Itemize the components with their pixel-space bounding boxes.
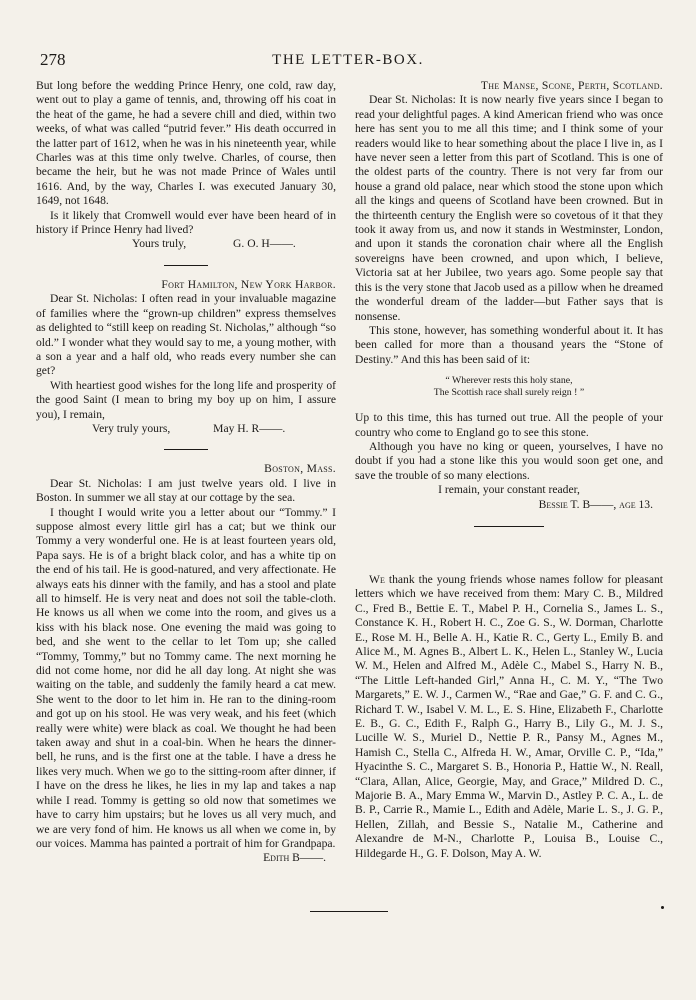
ink-speck (661, 906, 664, 909)
verse-line: “ Wherever rests this holy stane, (445, 375, 573, 387)
letter-paragraph: But long before the wedding Prince Henry, one cold, raw day, went out to play a game of tennis, and, throwing off his coat in the heat of the game, he had a severe chill and died, within two weeks, of what was called “putrid fever.” His death occurred in the latter part of 1612, when he was in his nineteenth year, while Charles was at this time only twelve. Charles, of course, then became the heir, but he was not made Prince of Wales until 1616. And, by the way, Charles I. was executed January 30, 1649, not 1648. (36, 79, 336, 208)
letter-paragraph: I thought I would write you a letter about our “Tommy.” I suppose almost every little girl has a cat; but we think our Tommy a very wonderful one. He is at least fourteen years old, Papa says. He is of a bright black color, and has a white tip on the end of his tail. He is good-natured, and very affectionate. He always eats his dinner with the family, and has a stool and plate all to himself. He is very neat and does not soil the table-cloth. He knows us all when we come into the room, and gives us a kiss with his black nose. One evening the maid was going to bed, and she went to the cellar to let Tom up; she called “Tommy, Tommy,” but no Tommy came. The next morning he did not come home, nor did he all day long. At night she was waiting on the table, and suddenly the family heard a cat mew. She went to the door to let him in. He ran to the dining-room and got up on his stool. He was very weak, and his feet (which really were white) were black as coal. We thought he had been taken away and shut in a coal-bin. When he hears the dinner-bell, he runs, and is the first one at the table. I have a dress he likes very much. When we go to the sitting-room after dinner, if I have on the dress he likes, he lies in my lap and takes a nap while I read. Tommy is getting so old now that sometimes we have to carry him upstairs; but he loves us all very much, and we are very fond of him. He knows us all when we come in, by our voices. Mamma has painted a portrait of him for Grandpapa. (36, 505, 336, 850)
left-column (36, 79, 336, 866)
verse-quote (355, 375, 663, 399)
signature-closing: I remain, your constant reader, (438, 483, 580, 497)
verse-line: The Scottish race shall surely reign ! ” (433, 387, 585, 399)
letter-paragraph: Is it likely that Cromwell would ever have been heard of in history if Prince Henry had lived? (36, 208, 336, 237)
page-number: 278 (40, 50, 66, 69)
letter-heading: Boston, Mass. (264, 462, 336, 476)
closing-text: Yours truly, (132, 237, 187, 251)
letter-paragraph: Dear St. Nicholas: It is now nearly five years since I began to read your delightful pages. A kind American friend who was once here has sent you to me all this time; and I think some of your readers would like to hear something about the place I live in, as I have never seen a letter from this part of Scotland. This is one of the oldest parts of the country. There is not very far from our house a grand old palace, near which stood the stone upon which all the kings and queens of Scotland have been crowned. But in the thirteenth century the English were so covetous of it that they took it away from us, and now it stands in Westminster, London, and upon it stands the coronation chair where all the English sovereigns have been crowned, and upon which, I believe, Victoria sat at her Jubilee, two years ago. Some people say that this is the very stone that Jacob used as a pillow when he dreamed the wonderful dream of the ladder—but Father says that is nonsense. (355, 93, 663, 323)
signature-name: Edith B——. (263, 851, 326, 865)
letter-paragraph: Dear St. Nicholas: I am just twelve years old. I live in Boston. In summer we all stay at our cottage by the sea. (36, 476, 336, 505)
signature-name: Bessie T. B——, age 13. (538, 497, 653, 511)
signature-name: May H. R——. (213, 421, 286, 435)
letter-paragraph: Dear St. Nicholas: I often read in your invaluable magazine of families where the “grown-up children” express themselves as delighted to “still keep on reading St. Nicholas,” although “so old.” I wonder what they would say to me, a young mother, with a son a year and a half old, who reads every number she can get? (36, 292, 336, 378)
letter-heading: The Manse, Scone, Perth, Scotland. (480, 79, 663, 92)
page-end-rule (310, 911, 388, 912)
section-divider (474, 526, 544, 527)
letter-heading: Fort Hamilton, New York Harbor. (161, 277, 336, 291)
lead-word: We (369, 572, 385, 586)
right-column (355, 79, 663, 861)
letter-paragraph: This stone, however, has something wonderful about it. It has been called for more than a thousand years the “Stone of Destiny.” And this has been said of it: (355, 323, 663, 366)
closing-text: Very truly yours, (92, 421, 171, 435)
section-divider (164, 449, 208, 450)
running-head: THE LETTER-BOX. (272, 52, 424, 68)
letter-paragraph: Up to this time, this has turned out true. All the people of your country who come to England go to see this stone. (355, 411, 663, 439)
signature-closing (36, 422, 336, 436)
section-divider (164, 265, 208, 266)
acknowledgment-paragraph (355, 573, 663, 861)
signature-name: G. O. H——. (233, 237, 296, 251)
acknowledgment-text: thank the young friends whose names follow for pleasant letters which we have received from them: Mary C. B., Mildred C., Fred B., Bettie E. T., Mabel P. H., Cornelia S., James L. S., Constance K. H., Robert H. C., Zoe G. S., W. Dorman, Charlotte E., Rose M. H., Belle A. H., Katie R. C., Gerty L., Emily B. and Alice M., M. Agnes B., Albert L. K., Helen L., Stanley W., Lucia W. M., Helen and Alfred M., Adèle C., Mabel S., Harry N. B., “The Little Left-handed Girl,” Anna H., C. M. Y., “The Two Margarets,” E. W. J., Carmen W., “Rae and Gae,” G. F. and C. G., Richard T. W., Isabel V. M. L., E. S. Hine, Elizabeth F., Charlotte E. B., G. C., Edith F., Ralph G., Harry B., Lily G., M. J. S., Lucille W. S., Muriel D., Nettie P. R., Pansy M., Agnes M., Hamish C., Stella C., Alfreda H. W., Amar, Orville C. P., “Ida,” Hyacinthe S. C., Margaret S. B., Honoria P., Hattie W., N. Reall, “Clara, Allan, Alice, Georgie, May, and Grace,” Mildred D. C., Majorie B. A., Mary Emma W., Marvin D., Astley P. C. A., L. de B. P., Carrie R., Mamie L., Edith and Adèle, Marie L. S., J. G. P., Hellen, Zillah, and Bessie S., Natalie M., Catherine and Alexandre de M-N., Charlotte P., Louisa B., Louise C., Hildegarde H., G. F. Dolson, May A. W. (355, 572, 663, 860)
letter-paragraph: With heartiest good wishes for the long life and prosperity of the good Saint (I mean to bring my boy up on him, I assure you), I remain, (36, 378, 336, 421)
signature-closing (36, 237, 336, 251)
letter-paragraph: Although you have no king or queen, yourselves, I have no doubt if you had a stone like this you would soon get one, and save the trouble of so many elections. (355, 439, 663, 482)
